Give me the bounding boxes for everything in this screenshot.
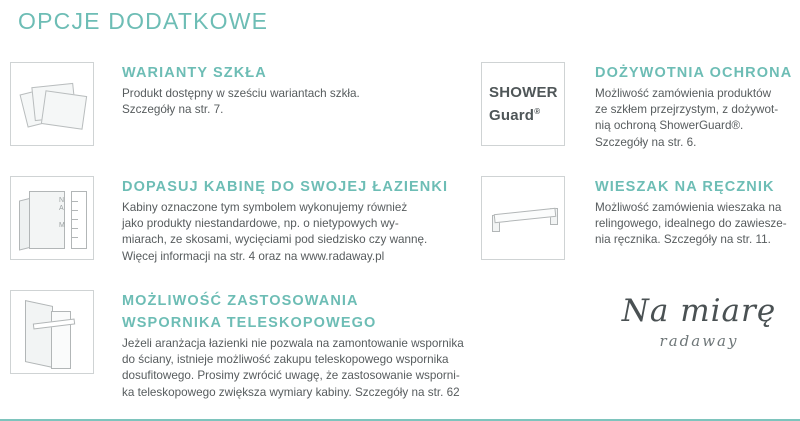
text-line: nią ochroną ShowerGuard®. xyxy=(595,119,744,133)
registered-mark: ® xyxy=(534,107,541,116)
text-line: relingowego, idealnego do zawiesze- xyxy=(595,217,787,231)
entry-body-lifetime-protection xyxy=(595,86,778,151)
entry-body-glass-variants xyxy=(122,86,360,118)
entry-body-fit-cabin xyxy=(122,200,427,265)
telescopic-bracket-icon xyxy=(10,290,94,374)
text-line: Możliwość zamówienia wieszaka na xyxy=(595,201,782,214)
entry-title-lifetime-protection: DOŻYWOTNIA OCHRONA xyxy=(595,65,793,81)
cabin-ruler xyxy=(71,191,87,249)
entry-title-towel-rail: WIESZAK NA RĘCZNIK xyxy=(595,179,775,195)
showerguard-logo-text xyxy=(489,83,558,125)
text-line: Produkt dostępny w sześciu wariantach szkła. xyxy=(122,87,360,100)
showerguard-line-1: SHOWER xyxy=(489,84,558,101)
entry-title-fit-cabin: DOPASUJ KABINĘ DO SWOJEJ ŁAZIENKI xyxy=(122,179,449,195)
showerguard-logo xyxy=(481,62,565,146)
entry-title-telescopic-bracket-line1: MOŻLIWOŚĆ ZASTOSOWANIA xyxy=(122,293,359,309)
na-miare-logo xyxy=(604,292,794,372)
text-line: dosufitowego. Prosimy zwrócić uwagę, że zastosowanie wsporni- xyxy=(122,369,460,383)
page-title: OPCJE DODATKOWE xyxy=(18,8,269,34)
text-line: Jeżeli aranżacja łazienki nie pozwala na zamontowanie wspornika xyxy=(122,337,464,350)
text-line: ze szkłem przejrzystym, z dożywot- xyxy=(595,103,779,117)
glass-pane-3 xyxy=(41,90,87,130)
na-miare-script-text: Na miarę xyxy=(621,293,777,329)
text-line: Szczegóły na str. 7. xyxy=(122,103,224,117)
text-line: Możliwość zamówienia produktów xyxy=(595,87,772,100)
entry-body-towel-rail xyxy=(595,200,787,249)
showerguard-line-2: Guard xyxy=(489,107,535,124)
text-line: jako produkty niestandardowe, np. o nietypowych wy- xyxy=(122,217,399,231)
entry-title-telescopic-bracket-line2: WSPORNIKA TELESKOPOWEGO xyxy=(122,315,377,331)
text-line: Szczegóły na str. 6. xyxy=(595,135,697,149)
shower-cabin-icon xyxy=(10,176,94,260)
radaway-brand-text: radaway xyxy=(659,332,739,350)
text-line: Kabiny oznaczone tym symbolem wykonujemy również xyxy=(122,201,408,214)
entry-title-glass-variants: WARIANTY SZKŁA xyxy=(122,65,267,81)
cabin-dimension-label: N A M xyxy=(59,197,66,230)
text-line: ka teleskopowego zwiększa wymiary kabiny. Szczegóły na str. 62 xyxy=(122,385,460,399)
towel-rail-bar xyxy=(494,208,557,223)
text-line: miarach, ze skosami, wycięciami pod siedzisko czy wannę. xyxy=(122,233,428,247)
towel-rail-icon xyxy=(481,176,565,260)
glass-variants-icon xyxy=(10,62,94,146)
bracket-wall xyxy=(25,300,53,368)
text-line: Więcej informacji na str. 4 oraz na www.radaway.pl xyxy=(122,249,385,263)
text-line: do ściany, istnieje możliwość zakupu teleskopowego wspornika xyxy=(122,353,449,367)
entry-body-telescopic-bracket xyxy=(122,336,464,401)
text-line: nia ręcznika. Szczegóły na str. 11. xyxy=(595,233,771,247)
